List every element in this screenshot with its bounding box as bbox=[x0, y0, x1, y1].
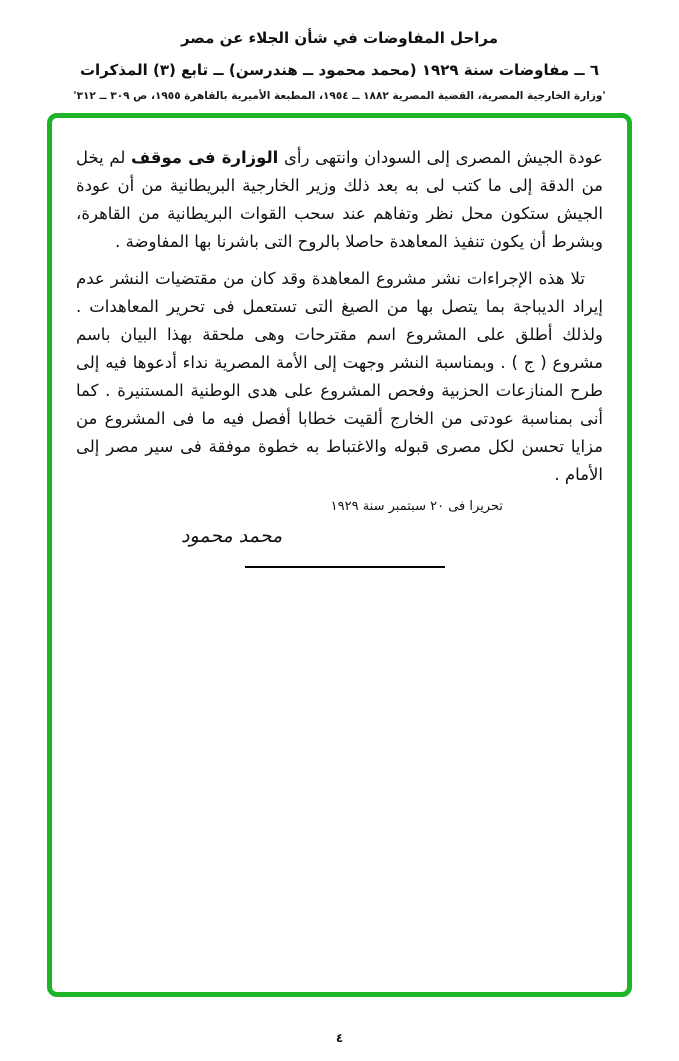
paragraph-1-rest: لم يخل من الدقة إلى ما كتب لى به بعد ذلك وزير الخارجية البريطانية من أن عودة الجيش ستكون محل نظر وتفاهم عند سحب القوات البريطانية من القاهرة، وبشرط أن يكون تنفيذ المعاهدة حاصلا بالروح التى باشرنا بها المفاوضة . bbox=[76, 148, 603, 251]
paragraph-1 bbox=[76, 144, 603, 256]
paragraph-1-emphasis: الوزارة فى موقف bbox=[130, 148, 279, 167]
document-frame-border bbox=[47, 113, 632, 997]
paragraph-1-lead: عودة الجيش المصرى إلى السودان وانتهى رأى bbox=[278, 148, 603, 167]
page-number: ٤ bbox=[335, 1031, 344, 1045]
document-title: مراحل المفاوضات في شأن الجلاء عن مصر bbox=[180, 29, 499, 47]
paragraph-2: تلا هذه الإجراءات نشر مشروع المعاهدة وقد كان من مقتضيات النشر عدم إيراد الديباجة بما يتصل بها من الصيغ التى تستعمل فى تحرير المعاهدات . ولذلك أطلق على المشروع اسم مقترحات وهى ملحقة بهذا البيان باسم مشروع ( ج ) . وبمناسبة النشر وجهت إلى الأمة المصرية نداء أدعوها فيه إلى طرح المنازعات الحزبية وفحص المشروع على هدى الوطنية المستنيرة . كما أنى بمناسبة عودتى من الخارج ألقيت خطابا أفصل فيه ما فى المشروع من مزايا تحسن لكل مصرى قبوله والاغتباط به خطوة موفقة فى سير مصر إلى الأمام . bbox=[76, 269, 603, 484]
date-line: تحريرا فى ٢٠ سبتمبر سنة ١٩٢٩ bbox=[330, 499, 503, 514]
document-body bbox=[52, 118, 627, 568]
separator-rule bbox=[245, 566, 445, 568]
document-subtitle: ٦ ــ مفاوضات سنة ١٩٢٩ (محمد محمود ــ هندرسن) ــ تابع (٣) المذكرات bbox=[79, 61, 600, 79]
signature: محمد محمود bbox=[181, 525, 283, 547]
document-header bbox=[0, 0, 679, 103]
source-reference: 'وزارة الخارجية المصرية، القضية المصرية ١٨٨٢ ــ ١٩٥٤، المطبعة الأميرية بالقاهرة ١٩٥٥، ص ٣٠٩ ــ ٣١٢' bbox=[73, 90, 606, 102]
